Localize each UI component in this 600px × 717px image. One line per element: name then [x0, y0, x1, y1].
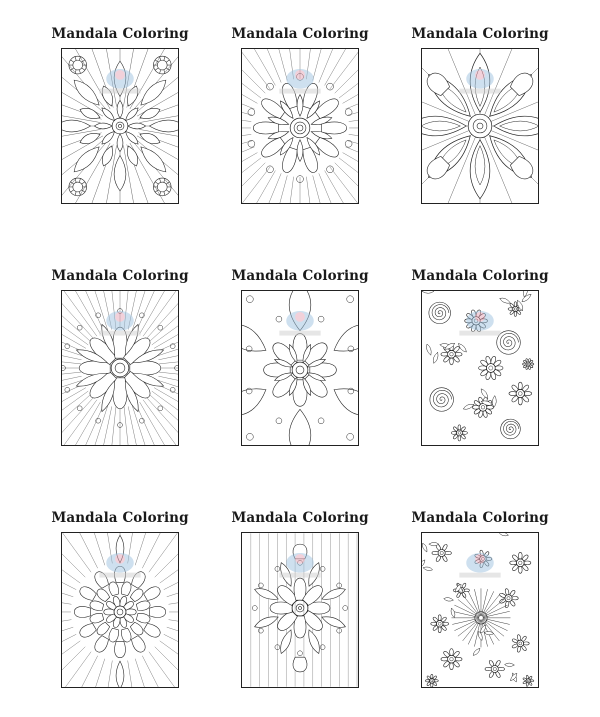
flower-mandala-icon: [62, 49, 178, 203]
floral-pattern-icon: [422, 291, 538, 445]
coloring-page-thumbnail[interactable]: [241, 290, 359, 446]
flower-mandala-icon: [62, 291, 178, 445]
coloring-page-thumbnail[interactable]: [61, 48, 179, 204]
coloring-page-thumbnail[interactable]: [241, 48, 359, 204]
coloring-page-thumbnail[interactable]: [421, 532, 539, 688]
card-title: Mandala Coloring: [411, 26, 549, 42]
flower-mandala-icon: [242, 533, 358, 687]
coloring-page-thumbnail[interactable]: [61, 290, 179, 446]
coloring-page-thumbnail[interactable]: [61, 532, 179, 688]
card-title: Mandala Coloring: [231, 510, 369, 526]
coloring-page-thumbnail[interactable]: [421, 290, 539, 446]
card-title: Mandala Coloring: [231, 26, 369, 42]
flower-mandala-icon: [62, 533, 178, 687]
flower-mandala-icon: [422, 49, 538, 203]
coloring-page-thumbnail[interactable]: [421, 48, 539, 204]
card-title: Mandala Coloring: [411, 268, 549, 284]
card-title: Mandala Coloring: [51, 268, 189, 284]
card-title: Mandala Coloring: [51, 510, 189, 526]
floral-pattern-icon: [422, 533, 538, 687]
card-title: Mandala Coloring: [51, 26, 189, 42]
coloring-page-thumbnail[interactable]: [241, 532, 359, 688]
card-title: Mandala Coloring: [411, 510, 549, 526]
flower-mandala-icon: [242, 49, 358, 203]
flower-mandala-icon: [242, 291, 358, 445]
card-title: Mandala Coloring: [231, 268, 369, 284]
